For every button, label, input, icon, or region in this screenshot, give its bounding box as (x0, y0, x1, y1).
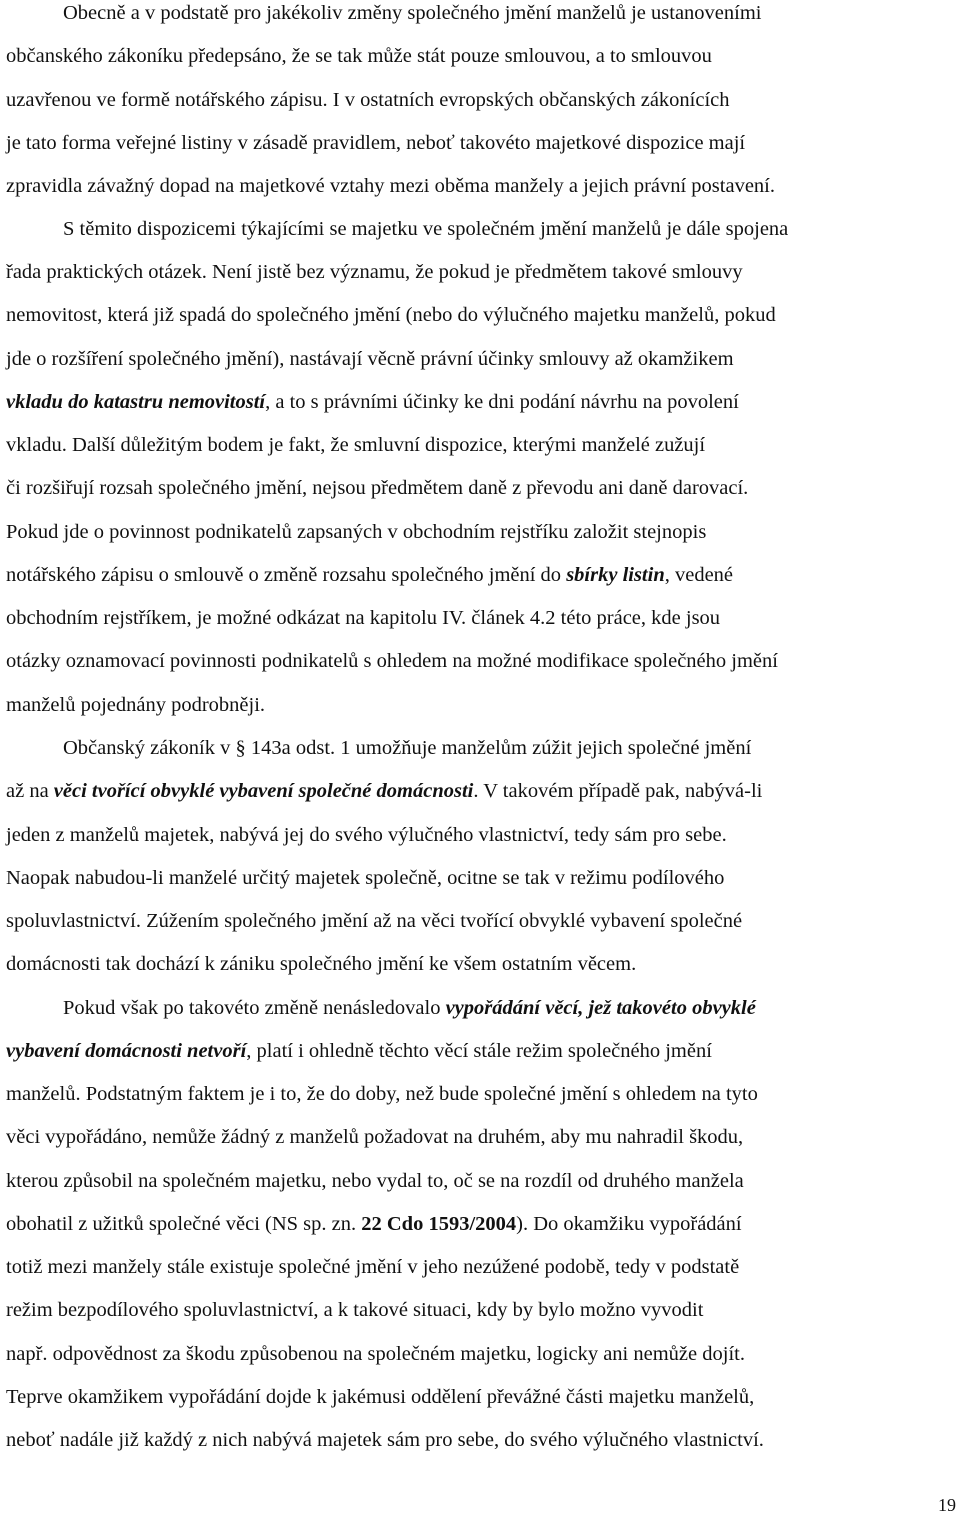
text-line (6, 389, 739, 415)
text-line (63, 995, 756, 1021)
text-line: manželů. Podstatným faktem je i to, že do doby, než bude společné jmění s ohledem na tyto (6, 1083, 758, 1105)
case-reference: 22 Cdo 1593/2004 (361, 1213, 517, 1235)
text-line: věci vypořádáno, nemůže žádný z manželů požadovat na druhém, aby mu nahradil škodu, (6, 1126, 744, 1148)
text-line: obchodním rejstříkem, je možné odkázat na kapitolu IV. článek 4.2 této práce, kde jsou (6, 607, 721, 629)
text-line: např. odpovědnost za škodu způsobenou na společném majetku, logicky ani nemůže dojít. (6, 1343, 745, 1365)
text-line (6, 1038, 712, 1064)
text-line: režim bezpodílového spoluvlastnictví, a k takové situaci, kdy by bylo možno vyvodit (6, 1299, 704, 1321)
text-span: Pokud však po takovéto změně nenásledovalo (63, 997, 446, 1019)
emphasis-text: vybavení domácnosti netvoří (6, 1040, 247, 1062)
text-span: , platí i ohledně těchto věcí stále režim společného jmění (246, 1040, 712, 1062)
text-line: Občanský zákoník v § 143a odst. 1 umožňuje manželům zúžit jejich společné jmění (63, 737, 752, 759)
page-number: 19 (938, 1495, 956, 1515)
text-line: uzavřenou ve formě notářského zápisu. I v ostatních evropských občanských zákonících (6, 89, 730, 111)
text-span: notářského zápisu o smlouvě o změně rozsahu společného jmění do (6, 564, 567, 586)
text-line: nemovitost, která již spadá do společného jmění (nebo do výlučného majetku manželů, pokud (6, 304, 776, 326)
text-line: otázky oznamovací povinnosti podnikatelů s ohledem na možné modifikace společného jmění (6, 650, 778, 672)
emphasis-text: věci tvořící obvyklé vybavení společné domácnosti (53, 780, 474, 802)
text-line: vkladu. Další důležitým bodem je fakt, že smluvní dispozice, kterými manželé zužují (6, 434, 706, 456)
text-span: ). Do okamžiku vypořádání (516, 1213, 742, 1235)
text-line: či rozšiřují rozsah společného jmění, nejsou předmětem daně z převodu ani daně darovací. (6, 477, 749, 499)
text-line: jeden z manželů majetek, nabývá jej do svého výlučného vlastnictví, tedy sám pro sebe. (6, 824, 727, 846)
text-line (6, 778, 762, 804)
text-span: , a to s právními účinky ke dni podání návrhu na povolení (265, 391, 739, 413)
text-line: domácnosti tak dochází k zániku společného jmění ke všem ostatním věcem. (6, 953, 637, 975)
text-line: neboť nadále již každý z nich nabývá majetek sám pro sebe, do svého výlučného vlastnictví. (6, 1429, 764, 1451)
text-line: S těmito dispozicemi týkajícími se majetku ve společném jmění manželů je dále spojena (63, 218, 789, 240)
text-span: obohatil z užitků společné věci (NS sp. zn. (6, 1213, 362, 1235)
text-line: občanského zákoníku předepsáno, že se tak může stát pouze smlouvou, a to smlouvou (6, 45, 712, 67)
text-line: Teprve okamžikem vypořádání dojde k jakémusi oddělení převážné části majetku manželů, (6, 1386, 755, 1408)
text-line: kterou způsobil na společném majetku, nebo vydal to, oč se na rozdíl od druhého manžela (6, 1170, 744, 1192)
text-line (6, 562, 733, 588)
text-line: řada praktických otázek. Není jistě bez významu, že pokud je předmětem takové smlouvy (6, 261, 743, 283)
text-line (6, 1211, 742, 1237)
text-line: totiž mezi manžely stále existuje společné jmění v jeho nezúžené podobě, tedy v podstatě (6, 1256, 740, 1278)
text-span: , vedené (664, 564, 734, 586)
text-line: je tato forma veřejné listiny v zásadě pravidlem, neboť takovéto majetkové dispozice mají (6, 132, 746, 154)
text-line: jde o rozšíření společného jmění), nastávají věcně právní účinky smlouvy až okamžikem (6, 348, 734, 370)
text-span: . V takovém případě pak, nabývá-li (473, 780, 763, 802)
text-line: Obecně a v podstatě pro jakékoliv změny společného jmění manželů je ustanoveními (63, 2, 762, 24)
text-line: Pokud jde o povinnost podnikatelů zapsaných v obchodním rejstříku založit stejnopis (6, 521, 707, 543)
text-line: Naopak nabudou-li manželé určitý majetek společně, ocitne se tak v režimu podílového (6, 867, 725, 889)
text-span: až na (6, 780, 54, 802)
emphasis-text: sbírky listin (566, 564, 665, 586)
text-line: zpravidla závažný dopad na majetkové vztahy mezi oběma manžely a jejich právní postavení. (6, 175, 776, 197)
text-line: manželů pojednány podrobněji. (6, 694, 266, 716)
text-line: spoluvlastnictví. Zúžením společného jmění až na věci tvořící obvyklé vybavení společné (6, 910, 743, 932)
emphasis-text: vypořádání věcí, jež takovéto obvyklé (445, 997, 756, 1019)
emphasis-text: vkladu do katastru nemovitostí (6, 391, 266, 413)
